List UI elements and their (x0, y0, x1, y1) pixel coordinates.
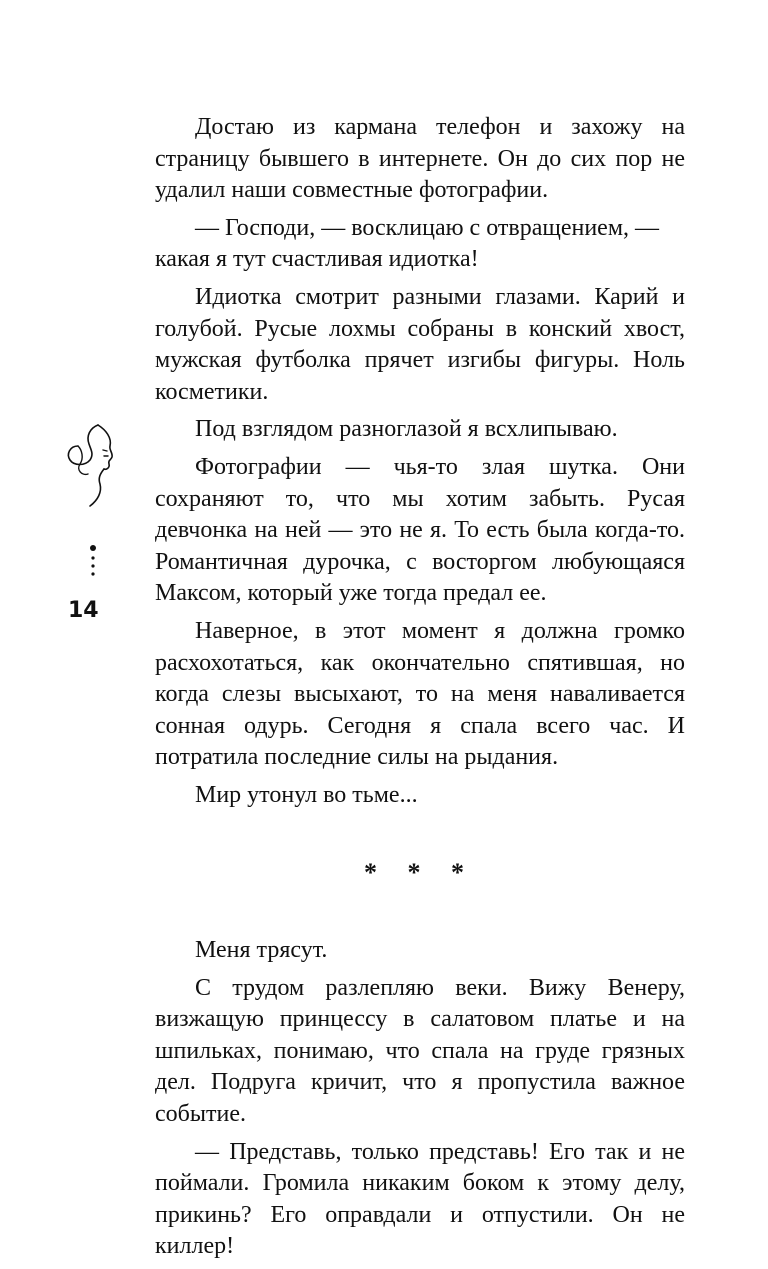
paragraph: Идиотка смотрит разными глазами. Карий и голубой. Русые лохмы собраны в конский хвост, мужская футболка прячет изгибы фигуры. Ноль косметики. (155, 283, 685, 405)
paragraph: — Господи, — восклицаю с отвращением, — какая я тут счастливая идиотка! (155, 214, 660, 273)
paragraph: Фотографии — чья-то злая шутка. Они сохраняют то, что мы хотим забыть. Русая девчонка на ней — это не я. То есть была когда-то. Романтичная дурочка, с восторгом любующаяся Максом, который уже тогда предал ее. (155, 453, 685, 607)
paragraph: Достаю из кармана телефон и захожу на страницу бывшего в интернете. Он до сих пор не удалил наши совместные фотографии. (155, 114, 685, 204)
paragraph: Под взглядом разноглазой я всхлипываю. (195, 416, 618, 443)
vertical-dots-ornament-icon (89, 544, 97, 578)
face-profile-line-art-icon (60, 420, 130, 510)
main-text (155, 112, 685, 1269)
section-separator: * * * (364, 858, 476, 888)
paragraph: — Представь, только представь! Его так и не поймали. Громила никаким боком к этому делу, прикинь? Его оправдали и отпустили. Он не киллер! (155, 1138, 685, 1260)
paragraph: Наверное, в этот момент я должна громко расхохотаться, как окончательно спятившая, но когда слезы высыхают, то на меня наваливается сонная одурь. Сегодня я спала всего час. И потратила последние силы на рыдания. (155, 617, 685, 771)
page-number: 14 (68, 598, 99, 623)
paragraph: Меня трясут. (195, 937, 328, 964)
paragraph: С трудом разлепляю веки. Вижу Венеру, визжащую принцессу в салатовом платье и на шпильках, понимаю, что спала на груде грязных дел. Подруга кричит, что я пропустила важное событие. (155, 974, 685, 1128)
paragraph: Мир утонул во тьме... (195, 781, 418, 808)
